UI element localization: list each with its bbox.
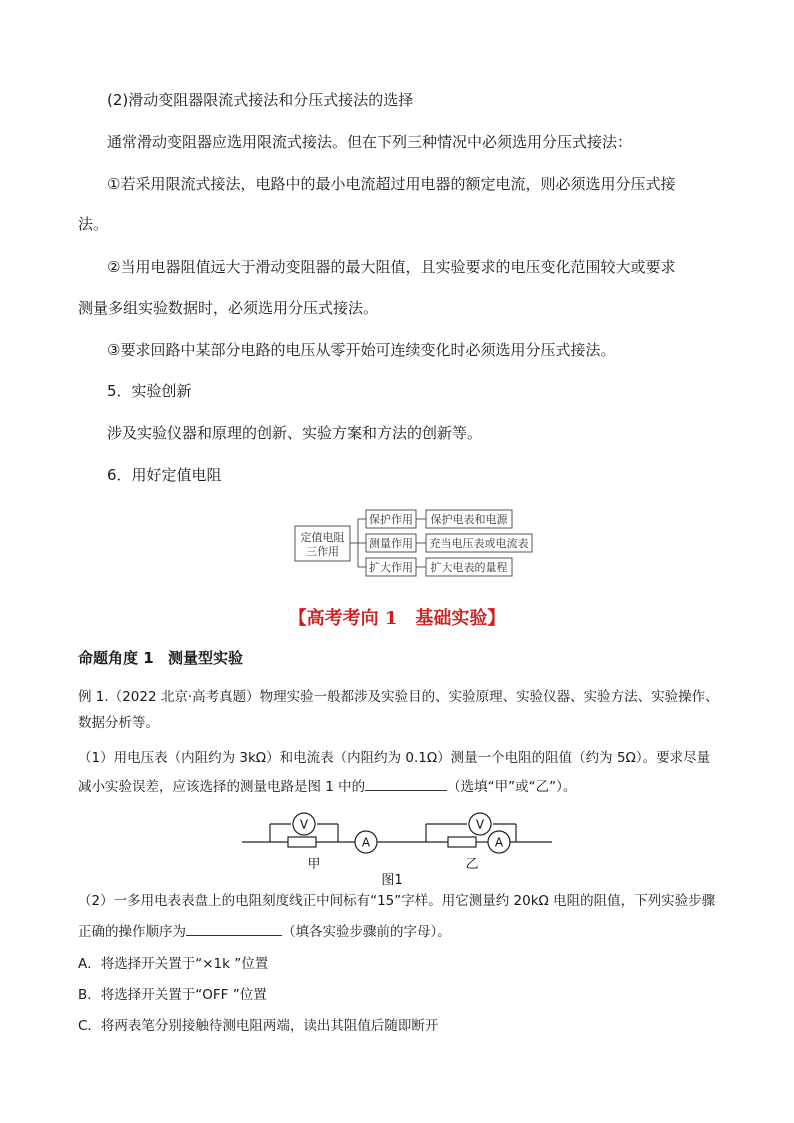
q2-answer-blank[interactable] bbox=[186, 921, 282, 936]
circuit-figure bbox=[236, 802, 558, 888]
item5-text: 涉及实验仪器和原理的创新、实验方案和方法的创新等。 bbox=[107, 424, 483, 442]
diagram-role-protect: 保护作用 bbox=[369, 513, 413, 526]
item5-title: 5．实验创新 bbox=[107, 382, 192, 400]
angle-title: 测量型实验 bbox=[167, 649, 243, 667]
ammeter-right-label: A bbox=[494, 835, 504, 850]
circuit-label-yi: 乙 bbox=[465, 857, 479, 872]
q2-line1: （2）一多用电表表盘上的电阻刻度线正中间标有“15”字样。用它测量约 20kΩ 电阻的阻值，下列实验步骤 bbox=[78, 893, 716, 909]
section-heading: 【高考考向 1 基础实验】 bbox=[288, 608, 506, 629]
diagram-detail-extend: 扩大电表的量程 bbox=[430, 561, 508, 574]
diagram-role-extend: 扩大作用 bbox=[369, 561, 413, 574]
q1-line1: （1）用电压表（内阻约为 3kΩ）和电流表（内阻约为 0.1Ω）测量一个电阻的阻值（约为 5Ω）。要求尽量 bbox=[78, 750, 711, 766]
angle-label: 命题角度 1 bbox=[78, 649, 154, 667]
ammeter-left-label: A bbox=[361, 835, 371, 850]
example-line1: 例 1.（2022 北京·高考真题）物理实验一般都涉及实验目的、实验原理、实验仪器、实验方法、实验操作、 bbox=[78, 689, 719, 705]
diagram-detail-measure: 充当电压表或电流表 bbox=[429, 537, 529, 550]
diagram-role-measure: 测量作用 bbox=[369, 537, 413, 550]
rule2-line1: ②当用电器阻值远大于滑动变阻器的最大阻值，且实验要求的电压变化范围较大或要求 bbox=[107, 258, 676, 276]
angle-heading bbox=[78, 648, 243, 668]
q2-line2-suffix: （填各实验步骤前的字母）。 bbox=[282, 924, 451, 940]
voltmeter-left-label: V bbox=[299, 817, 309, 832]
item6-title: 6．用好定值电阻 bbox=[107, 466, 222, 484]
diagram-root-line1: 定值电阻 bbox=[300, 531, 345, 544]
rule1-line2: 法。 bbox=[78, 215, 109, 233]
circuit-label-jia: 甲 bbox=[307, 857, 321, 872]
resistor-roles-diagram bbox=[294, 506, 544, 580]
diagram-root-line2: 三作用 bbox=[306, 545, 339, 558]
rule3: ③要求回路中某部分电路的电压从零开始可连续变化时必须选用分压式接法。 bbox=[107, 341, 616, 359]
q1-line2-prefix: 减小实验误差，应该选择的测量电路是图 1 中的 bbox=[78, 779, 366, 795]
option-a: A．将选择开关置于“×1k ”位置 bbox=[78, 956, 269, 972]
option-c: C．将两表笔分别接触待测电阻两端，读出其阻值后随即断开 bbox=[78, 1018, 439, 1034]
q2-line2 bbox=[78, 921, 451, 942]
section2-title: (2)滑动变阻器限流式接法和分压式接法的选择 bbox=[107, 91, 414, 109]
voltmeter-right-label: V bbox=[475, 817, 485, 832]
rule2-line2: 测量多组实验数据时，必须选用分压式接法。 bbox=[78, 299, 379, 317]
diagram-detail-protect: 保护电表和电源 bbox=[430, 513, 508, 526]
example-line2: 数据分析等。 bbox=[78, 715, 159, 731]
q2-line2-prefix: 正确的操作顺序为 bbox=[78, 924, 186, 940]
q1-line2-suffix: （选填“甲”或“乙”）。 bbox=[447, 779, 577, 795]
q1-line2 bbox=[78, 776, 576, 797]
section2-intro: 通常滑动变阻器应选用限流式接法。但在下列三种情况中必须选用分压式接法： bbox=[107, 133, 633, 151]
q1-answer-blank[interactable] bbox=[365, 776, 447, 791]
circuit-caption: 图1 bbox=[381, 873, 403, 888]
option-b: B．将选择开关置于“OFF ”位置 bbox=[78, 987, 267, 1003]
rule1-line1: ①若采用限流式接法，电路中的最小电流超过用电器的额定电流，则必须选用分压式接 bbox=[107, 175, 676, 193]
